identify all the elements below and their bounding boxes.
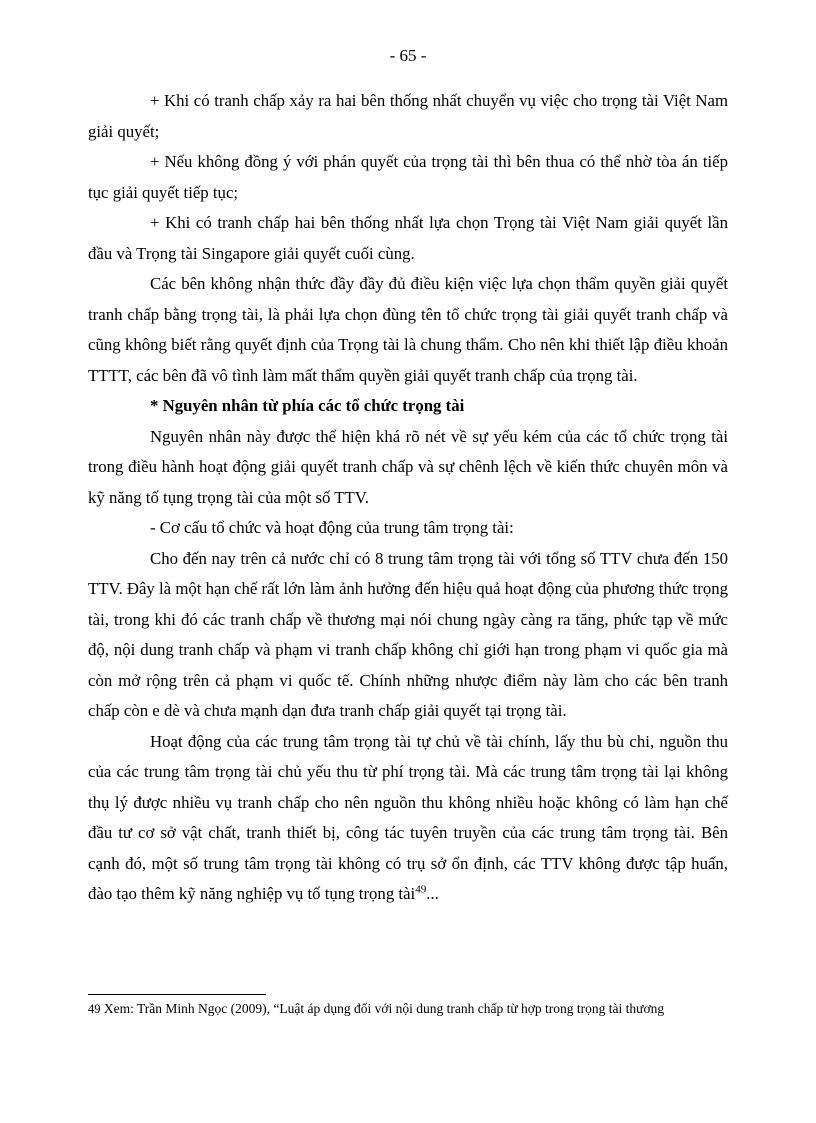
footnote bbox=[88, 994, 728, 1018]
page-number: - 65 - bbox=[389, 46, 427, 65]
paragraph-finances bbox=[88, 727, 728, 910]
paragraph-centers-limitation: Cho đến nay trên cả nước chỉ có 8 trung tâm trọng tài với tổng số TTV chưa đến 150 TTV. Đây là một hạn chế rất lớn làm ảnh hưởng đến hiệu quả hoạt động của phương thức trọng tài, trong khi đó các tranh chấp về thương mại nói chung ngày càng ra tăng, phức tạp về mức độ, nội dung tranh chấp và phạm vi tranh chấp không chỉ giới hạn trong phạm vi quốc gia mà còn mở rộng trên cả phạm vi quốc tế. Chính những nhược điểm này làm cho các bên tranh chấp còn e dè và chưa mạnh dạn đưa tranh chấp giải quyết tại trọng tài. bbox=[88, 548, 728, 720]
footnote-text bbox=[88, 1000, 728, 1018]
footnote-reference-marker: 49 bbox=[415, 883, 427, 896]
footnote-number: 49 bbox=[88, 1002, 101, 1016]
paragraph-awareness: Các bên không nhận thức đầy đầy đủ điều kiện việc lựa chọn thẩm quyền giải quyết tranh chấp bằng trọng tài, là phải lựa chọn đùng tên tổ chức trọng tài giải quyết tranh chấp và cũng không biết rằng quyết định của Trọng tài là chung thẩm. Cho nên khi thiết lập điều khoản TTTT, các bên đã vô tình làm mất thẩm quyền giải quyết tranh chấp của trọng tài. bbox=[88, 274, 728, 385]
paragraph-bullet-3: + Khi có tranh chấp hai bên thống nhất lựa chọn Trọng tài Việt Nam giải quyết lần đầu và Trọng tài Singapore giải quyết cuối cùng. bbox=[88, 213, 728, 263]
section-heading-causes-from-arbitration-organizations: * Nguyên nhân từ phía các tổ chức trọng tài bbox=[150, 396, 465, 415]
paragraph-bullet-1: + Khi có tranh chấp xảy ra hai bên thống nhất chuyển vụ việc cho trọng tài Việt Nam giải quyết; bbox=[88, 91, 728, 141]
paragraph-cause-overview: Nguyên nhân này được thể hiện khá rõ nét về sự yếu kém của các tổ chức trọng tài trong điều hành hoạt động giải quyết tranh chấp và sự chênh lệch về kiến thức chuyên môn và kỹ năng tố tụng trọng tài của một số TTV. bbox=[88, 426, 728, 507]
paragraph-finances-tail: ... bbox=[426, 884, 439, 903]
footnote-citation: Xem: Trần Minh Ngọc (2009), “Luật áp dụng đối với nội dung tranh chấp từ hợp trong trọng tài thương bbox=[103, 1001, 665, 1016]
document-body bbox=[88, 86, 728, 910]
paragraph-structure-heading: - Cơ cấu tổ chức và hoạt động của trung tâm trọng tài: bbox=[150, 518, 514, 537]
paragraph-finances-text: Hoạt động của các trung tâm trọng tài tự chủ về tài chính, lấy thu bù chi, nguồn thu của các trung tâm trọng tài chủ yếu thu từ phí trọng tài. Mà các trung tâm trọng tài lại không thụ lý được nhiều vụ tranh chấp cho nên nguồn thu không nhiều hoặc không có làm hạn chế đầu tư cơ sở vật chất, tranh thiết bị, công tác tuyên truyền của các trung tâm trọng tài. Bên cạnh đó, một số trung tâm trọng tài không có trụ sở ổn định, các TTV không được tập huấn, đào tạo thêm kỹ năng nghiệp vụ tố tụng trọng tài bbox=[88, 731, 728, 903]
paragraph-bullet-2: + Nếu không đồng ý với phán quyết của trọng tài thì bên thua có thể nhờ tòa án tiếp tục giải quyết tiếp tục; bbox=[88, 152, 728, 202]
footnote-divider bbox=[88, 994, 266, 995]
